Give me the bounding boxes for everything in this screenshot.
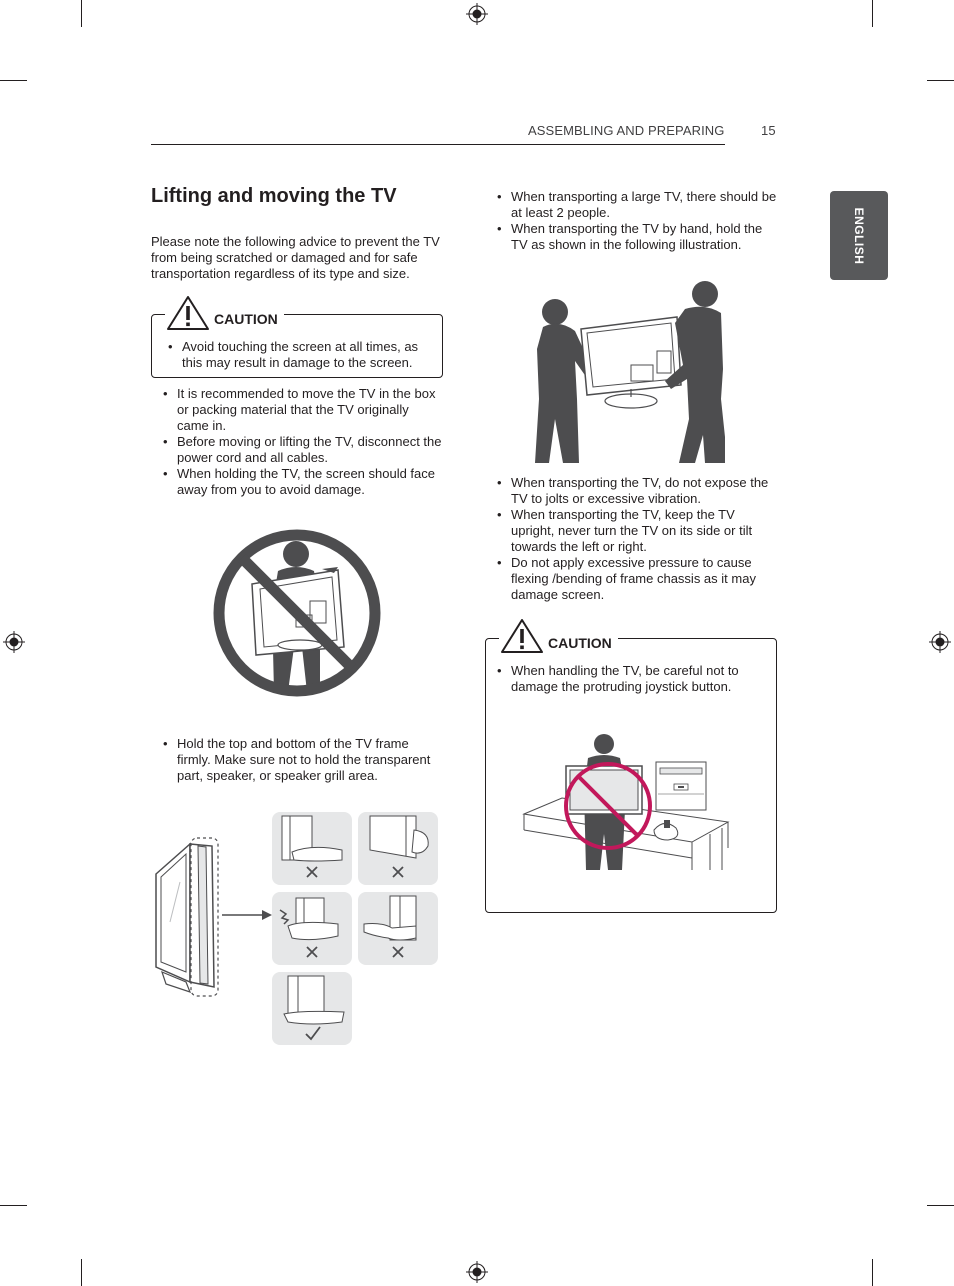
single-person-prohibited-illustration bbox=[210, 527, 384, 699]
page-number: 15 bbox=[761, 123, 776, 138]
section-header: ASSEMBLING AND PREPARING bbox=[528, 123, 725, 138]
list-item: • When transporting the TV, do not expose the TV to jolts or excessive vibration. bbox=[495, 475, 777, 507]
left-bullet-list bbox=[161, 386, 443, 498]
hand-hold-panel-wrong bbox=[358, 812, 438, 885]
hold-bullet-list bbox=[161, 736, 443, 784]
crop-mark bbox=[0, 80, 27, 81]
crop-mark bbox=[0, 1205, 27, 1206]
caution-list bbox=[166, 339, 434, 371]
list-item: • Do not apply excessive pressure to cause flexing /bending of frame chassis as it may damage screen. bbox=[495, 555, 777, 603]
caution-label: CAUTION bbox=[210, 311, 284, 327]
list-item: • Before moving or lifting the TV, disconnect the power cord and all cables. bbox=[161, 434, 443, 466]
right-bullet-list-top bbox=[495, 189, 777, 253]
hand-hold-panel-wrong bbox=[272, 812, 352, 885]
crop-mark bbox=[81, 1259, 82, 1286]
page-title: Lifting and moving the TV bbox=[151, 185, 397, 207]
crop-mark bbox=[927, 80, 954, 81]
list-item: • When transporting the TV by hand, hold the TV as shown in the following illustration. bbox=[495, 221, 777, 253]
list-item: • It is recommended to move the TV in the box or packing material that the TV originally came in. bbox=[161, 386, 443, 434]
two-person-carry-illustration bbox=[535, 279, 727, 465]
hand-hold-panel-correct bbox=[272, 972, 352, 1045]
intro-paragraph: Please note the following advice to prevent the TV from being scratched or damaged and for safe transportation regardless of its type and size. bbox=[151, 234, 440, 281]
right-bullet-list-mid bbox=[495, 475, 777, 603]
joystick-caution-illustration bbox=[522, 730, 732, 872]
header-rule bbox=[151, 144, 725, 145]
warning-triangle-icon bbox=[165, 294, 211, 332]
language-tab bbox=[830, 191, 888, 280]
crop-mark bbox=[872, 1259, 873, 1286]
list-item: • When transporting the TV, keep the TV upright, never turn the TV on its side or tilt towards the left or right. bbox=[495, 507, 777, 555]
list-item: • Avoid touching the screen at all times, as this may result in damage to the screen. bbox=[166, 339, 434, 371]
crop-mark bbox=[81, 0, 82, 27]
list-item: • When holding the TV, the screen should face away from you to avoid damage. bbox=[161, 466, 443, 498]
caution-list bbox=[495, 663, 763, 695]
list-item: • Hold the top and bottom of the TV frame firmly. Make sure not to hold the transparent part, speaker, or speaker grill area. bbox=[161, 736, 443, 784]
tv-frame-side-illustration bbox=[150, 832, 275, 1000]
hand-hold-panel-wrong bbox=[358, 892, 438, 965]
language-tab-label: ENGLISH bbox=[852, 207, 866, 264]
crop-mark bbox=[872, 0, 873, 27]
warning-triangle-icon bbox=[499, 617, 545, 655]
list-item: • When handling the TV, be careful not to damage the protruding joystick button. bbox=[495, 663, 763, 695]
caution-label: CAUTION bbox=[544, 635, 618, 651]
registration-mark-icon bbox=[929, 631, 951, 653]
registration-mark-icon bbox=[466, 1261, 488, 1283]
list-item: • When transporting a large TV, there should be at least 2 people. bbox=[495, 189, 777, 221]
registration-mark-icon bbox=[466, 3, 488, 25]
hand-hold-panel-wrong bbox=[272, 892, 352, 965]
registration-mark-icon bbox=[3, 631, 25, 653]
crop-mark bbox=[927, 1205, 954, 1206]
